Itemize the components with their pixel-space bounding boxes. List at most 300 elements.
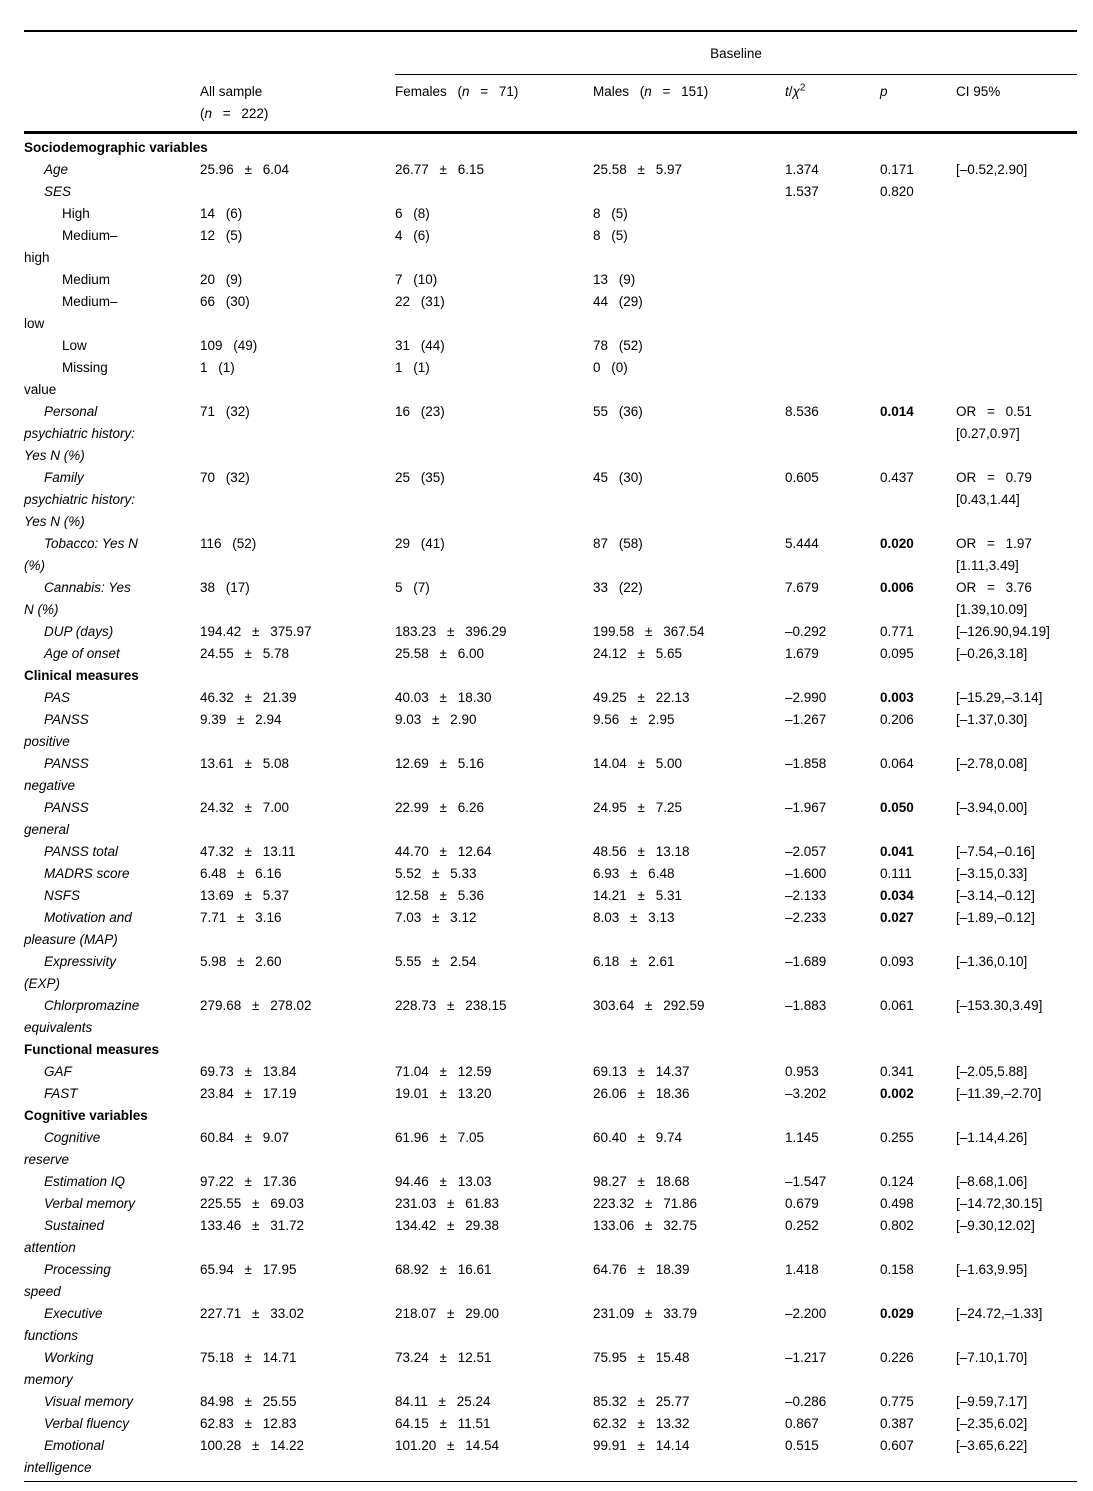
table-row — [24, 1083, 1077, 1105]
section-label — [24, 137, 208, 159]
row-label — [24, 687, 200, 709]
females-value: 26.77 ± 6.15 — [395, 162, 484, 177]
females-value: 4 (6) — [395, 228, 430, 243]
p-value: 0.771 — [880, 624, 914, 639]
row-label — [24, 643, 200, 665]
ci-value — [956, 1303, 1077, 1347]
males-value: 14.04 ± 5.00 — [593, 756, 682, 771]
ci-value — [956, 1413, 1077, 1435]
statistic-value: –0.292 — [785, 624, 827, 639]
all-sample-n: (n = 222) — [200, 106, 269, 121]
row-label-line: Low — [62, 338, 87, 353]
all-sample-name: All sample — [200, 84, 263, 99]
ci-value — [956, 709, 1077, 753]
all-sample-value: 38 (17) — [200, 580, 250, 595]
row-label-line: memory — [24, 1372, 73, 1387]
p-value — [880, 665, 956, 687]
females-value: 218.07 ± 29.00 — [395, 1306, 499, 1321]
all-sample-value: 23.84 ± 17.19 — [200, 1086, 297, 1101]
table-row — [24, 995, 1077, 1039]
statistic-value — [785, 225, 880, 269]
females-value: 25 (35) — [395, 470, 445, 485]
table-row — [24, 1303, 1077, 1347]
ci-line: [–3.94,0.00] — [956, 800, 1028, 815]
all-sample-value: 24.55 ± 5.78 — [200, 646, 289, 661]
all-sample-value: 13.61 ± 5.08 — [200, 756, 289, 771]
statistic-value — [785, 357, 880, 401]
p-value: 0.607 — [880, 1438, 914, 1453]
all-sample-value — [200, 1039, 395, 1061]
row-label — [24, 621, 200, 643]
all-sample-value: 20 (9) — [200, 272, 243, 287]
p-value: 0.111 — [880, 866, 912, 881]
ci-line: [–126.90,94.19] — [956, 624, 1050, 639]
all-sample-value: 97.22 ± 17.36 — [200, 1174, 297, 1189]
table-row — [24, 687, 1077, 709]
ci-value — [956, 357, 1077, 401]
statistic-value: –1.217 — [785, 1350, 827, 1365]
statistic-value: –1.600 — [785, 866, 827, 881]
males-value: 48.56 ± 13.18 — [593, 844, 690, 859]
females-value: 19.01 ± 13.20 — [395, 1086, 492, 1101]
baseline-header-row — [24, 32, 1077, 75]
ci-value — [956, 643, 1077, 665]
males-value: 64.76 ± 18.39 — [593, 1262, 690, 1277]
all-sample-value: 133.46 ± 31.72 — [200, 1218, 304, 1233]
table-row — [24, 159, 1077, 181]
all-sample-value: 62.83 ± 12.83 — [200, 1416, 297, 1431]
row-label-line: psychiatric history: — [24, 426, 136, 441]
ci-line: [–11.39,–2.70] — [956, 1086, 1042, 1101]
table-row — [24, 269, 1077, 291]
statistic-value: 0.252 — [785, 1218, 819, 1233]
p-value: 0.820 — [880, 184, 914, 199]
p-value: 0.061 — [880, 998, 914, 1013]
females-value — [395, 1105, 593, 1127]
ci-value — [956, 1391, 1077, 1413]
table-row — [24, 533, 1077, 577]
ci-line: [–2.05,5.88] — [956, 1064, 1028, 1079]
statistic-value: –2.990 — [785, 690, 827, 705]
all-sample-value: 14 (6) — [200, 206, 243, 221]
ci-value — [956, 137, 1077, 159]
section-row — [24, 137, 1077, 159]
statistic-value — [785, 335, 880, 357]
statistic-value: 8.536 — [785, 404, 819, 419]
statistic-value: –2.057 — [785, 844, 827, 859]
males-value: 55 (36) — [593, 404, 643, 419]
all-sample-value: 100.28 ± 14.22 — [200, 1438, 304, 1453]
females-value: 68.92 ± 16.61 — [395, 1262, 492, 1277]
row-label — [24, 203, 200, 225]
females-value — [395, 1039, 593, 1061]
ci-line: [–9.59,7.17] — [956, 1394, 1028, 1409]
ci-value — [956, 159, 1077, 181]
females-value: 9.03 ± 2.90 — [395, 712, 477, 727]
row-label-line: PANSS — [44, 756, 89, 771]
row-label — [24, 1193, 200, 1215]
p-value: 0.006 — [880, 580, 914, 595]
table-row — [24, 885, 1077, 907]
row-label — [24, 1083, 200, 1105]
ci-line: [–2.35,6.02] — [956, 1416, 1028, 1431]
ci-value — [956, 225, 1077, 269]
females-value: 12.58 ± 5.36 — [395, 888, 484, 903]
row-label-line: Age — [44, 162, 69, 177]
row-label — [24, 907, 200, 951]
row-label-line: high — [24, 250, 50, 265]
females-value: 7 (10) — [395, 272, 438, 287]
p-value: 0.027 — [880, 910, 914, 925]
ci-value — [956, 1061, 1077, 1083]
males-value: 6.18 ± 2.61 — [593, 954, 675, 969]
bottom-rule — [24, 1481, 1077, 1482]
males-value: 8.03 ± 3.13 — [593, 910, 675, 925]
column-header-p: p — [880, 84, 888, 99]
females-value: 44.70 ± 12.64 — [395, 844, 492, 859]
row-label — [24, 753, 200, 797]
statistic-value: 0.867 — [785, 1416, 819, 1431]
females-value: 94.46 ± 13.03 — [395, 1174, 492, 1189]
statistic-value: –2.200 — [785, 1306, 827, 1321]
females-value: 228.73 ± 238.15 — [395, 998, 507, 1013]
row-label-line: Family — [44, 470, 84, 485]
ci-line: [–15.29,–3.14] — [956, 690, 1043, 705]
row-label-line: pleasure (MAP) — [24, 932, 118, 947]
females-value: 61.96 ± 7.05 — [395, 1130, 484, 1145]
all-sample-value: 279.68 ± 278.02 — [200, 998, 312, 1013]
row-label-line: general — [24, 822, 70, 837]
statistic-value — [785, 291, 880, 335]
row-label-line: NSFS — [44, 888, 81, 903]
column-header-females: Females (n = 71) — [395, 84, 519, 99]
row-label — [24, 467, 200, 533]
statistic-value: 0.679 — [785, 1196, 819, 1211]
statistic-value: 1.374 — [785, 162, 819, 177]
ci-line: OR = 3.76 — [956, 580, 1032, 595]
females-value: 84.11 ± 25.24 — [395, 1394, 491, 1409]
ci-value — [956, 665, 1077, 687]
row-label-line: value — [24, 382, 57, 397]
ci-value — [956, 1105, 1077, 1127]
section-label — [24, 665, 200, 687]
ci-line: [–14.72,30.15] — [956, 1196, 1043, 1211]
p-value: 0.158 — [880, 1262, 914, 1277]
ci-line: [–1.63,9.95] — [956, 1262, 1028, 1277]
ci-value — [956, 885, 1077, 907]
all-sample-value: 225.55 ± 69.03 — [200, 1196, 304, 1211]
females-value: 29 (41) — [395, 536, 445, 551]
males-value: 9.56 ± 2.95 — [593, 712, 675, 727]
table-row — [24, 797, 1077, 841]
males-value: 13 (9) — [593, 272, 636, 287]
ci-line: [–0.26,3.18] — [956, 646, 1028, 661]
males-value: 24.95 ± 7.25 — [593, 800, 682, 815]
ci-value — [956, 621, 1077, 643]
ci-value — [956, 907, 1077, 951]
row-label-line: intelligence — [24, 1460, 92, 1475]
all-sample-value: 109 (49) — [200, 338, 258, 353]
all-sample-value: 227.71 ± 33.02 — [200, 1306, 304, 1321]
all-sample-value: 65.94 ± 17.95 — [200, 1262, 297, 1277]
row-label — [24, 577, 200, 621]
all-sample-value: 66 (30) — [200, 294, 250, 309]
p-value: 0.095 — [880, 646, 914, 661]
table-body — [0, 134, 1093, 1479]
p-value — [880, 357, 956, 401]
baseline-group-label: Baseline — [710, 46, 762, 61]
table-row — [24, 203, 1077, 225]
row-label — [24, 1127, 200, 1171]
males-value: 133.06 ± 32.75 — [593, 1218, 697, 1233]
ci-line: OR = 1.97 — [956, 536, 1032, 551]
ci-value — [956, 335, 1077, 357]
females-value: 31 (44) — [395, 338, 445, 353]
statistic-value: –2.233 — [785, 910, 827, 925]
row-label-line: Working — [44, 1350, 94, 1365]
all-sample-value — [200, 181, 395, 203]
statistic-value: –1.689 — [785, 954, 827, 969]
table-row — [24, 181, 1077, 203]
row-label-line: Personal — [44, 404, 98, 419]
ci-value — [956, 797, 1077, 841]
section-row — [24, 665, 1077, 687]
row-label — [24, 225, 200, 269]
p-value — [880, 137, 956, 159]
row-label-line: Tobacco: Yes N — [44, 536, 138, 551]
males-value: 60.40 ± 9.74 — [593, 1130, 682, 1145]
table-row — [24, 1171, 1077, 1193]
p-value: 0.093 — [880, 954, 914, 969]
p-value: 0.014 — [880, 404, 914, 419]
females-value: 16 (23) — [395, 404, 445, 419]
row-label-line: Expressivity — [44, 954, 117, 969]
ci-value — [956, 1193, 1077, 1215]
row-label — [24, 709, 200, 753]
row-label — [24, 401, 200, 467]
baseline-group-header — [395, 32, 1077, 75]
statistic-value: –0.286 — [785, 1394, 827, 1409]
row-label-line: Missing — [62, 360, 108, 375]
ci-line: [–9.30,12.02] — [956, 1218, 1035, 1233]
all-sample-value: 75.18 ± 14.71 — [200, 1350, 297, 1365]
table-row — [24, 1215, 1077, 1259]
ci-value — [956, 1171, 1077, 1193]
all-sample-value: 70 (32) — [200, 470, 250, 485]
females-value: 231.03 ± 61.83 — [395, 1196, 499, 1211]
statistic-value — [785, 137, 880, 159]
females-value: 183.23 ± 396.29 — [395, 624, 507, 639]
all-sample-value: 25.96 ± 6.04 — [200, 162, 289, 177]
table-row — [24, 1413, 1077, 1435]
ci-value — [956, 863, 1077, 885]
ci-value — [956, 1259, 1077, 1303]
females-value: 5 (7) — [395, 580, 430, 595]
section-label — [24, 1105, 200, 1127]
p-value: 0.437 — [880, 470, 914, 485]
row-label — [24, 1171, 200, 1193]
table-row — [24, 291, 1077, 335]
all-sample-value: 9.39 ± 2.94 — [200, 712, 282, 727]
row-label — [24, 269, 200, 291]
row-label-line: Verbal memory — [44, 1196, 136, 1211]
males-value: 87 (58) — [593, 536, 643, 551]
p-value — [880, 225, 956, 269]
row-label-line: Cannabis: Yes — [44, 580, 131, 595]
statistic-value: 0.605 — [785, 470, 819, 485]
row-label-line: Functional measures — [24, 1042, 160, 1057]
table-row — [24, 401, 1077, 467]
row-label-line: MADRS score — [44, 866, 130, 881]
p-value — [880, 335, 956, 357]
p-value — [880, 269, 956, 291]
all-sample-value: 60.84 ± 9.07 — [200, 1130, 289, 1145]
statistic-value: –1.858 — [785, 756, 827, 771]
statistic-value — [785, 203, 880, 225]
row-label-line: N (%) — [24, 602, 59, 617]
statistic-value: 0.515 — [785, 1438, 819, 1453]
ci-line: [–3.14,–0.12] — [956, 888, 1035, 903]
row-label-line: DUP (days) — [44, 624, 114, 639]
females-value: 7.03 ± 3.12 — [395, 910, 477, 925]
statistic-value: –3.202 — [785, 1086, 827, 1101]
males-value: 78 (52) — [593, 338, 643, 353]
table-row — [24, 841, 1077, 863]
ci-value — [956, 995, 1077, 1039]
ci-value — [956, 1347, 1077, 1391]
males-value: 303.64 ± 292.59 — [593, 998, 705, 1013]
males-value: 199.58 ± 367.54 — [593, 624, 705, 639]
p-value: 0.498 — [880, 1196, 914, 1211]
all-sample-value: 5.98 ± 2.60 — [200, 954, 282, 969]
females-value: 22.99 ± 6.26 — [395, 800, 484, 815]
all-sample-value: 1 (1) — [200, 360, 235, 375]
table-row — [24, 1127, 1077, 1171]
males-value: 75.95 ± 15.48 — [593, 1350, 690, 1365]
p-value: 0.206 — [880, 712, 914, 727]
all-sample-value: 47.32 ± 13.11 — [200, 844, 296, 859]
ci-value — [956, 401, 1077, 467]
row-label-line: Age of onset — [44, 646, 120, 661]
ci-line: [–2.78,0.08] — [956, 756, 1028, 771]
p-value: 0.034 — [880, 888, 914, 903]
males-value: 14.21 ± 5.31 — [593, 888, 682, 903]
ci-value — [956, 291, 1077, 335]
row-label-line: Medium– — [62, 294, 118, 309]
row-label — [24, 357, 200, 401]
all-sample-value: 116 (52) — [200, 536, 257, 551]
row-label-line: speed — [24, 1284, 61, 1299]
ci-line: [–1.37,0.30] — [956, 712, 1028, 727]
ci-value — [956, 1215, 1077, 1259]
ci-line: OR = 0.51 — [956, 404, 1032, 419]
p-value — [880, 1105, 956, 1127]
row-label-line: Visual memory — [44, 1394, 134, 1409]
column-header-statistic: $t/\chi^2$ — [785, 82, 806, 99]
males-value: 24.12 ± 5.65 — [593, 646, 682, 661]
males-value: 44 (29) — [593, 294, 643, 309]
row-label-line: negative — [24, 778, 76, 793]
row-label — [24, 951, 200, 995]
row-label-line: reserve — [24, 1152, 70, 1167]
table-row — [24, 951, 1077, 995]
row-label — [24, 885, 200, 907]
p-value: 0.775 — [880, 1394, 914, 1409]
row-label-line: (EXP) — [24, 976, 61, 991]
table-row — [24, 225, 1077, 269]
females-value: 64.15 ± 11.51 — [395, 1416, 491, 1431]
males-value: 231.09 ± 33.79 — [593, 1306, 697, 1321]
row-label — [24, 1391, 200, 1413]
ci-value — [956, 269, 1077, 291]
females-value: 73.24 ± 12.51 — [395, 1350, 492, 1365]
p-value — [880, 1039, 956, 1061]
males-value: 62.32 ± 13.32 — [593, 1416, 690, 1431]
males-value: 8 (5) — [593, 206, 628, 221]
p-value: 0.802 — [880, 1218, 914, 1233]
row-label-line: equivalents — [24, 1020, 93, 1035]
statistic-value: 1.418 — [785, 1262, 819, 1277]
statistic-value — [785, 665, 880, 687]
ci-line: [1.11,3.49] — [956, 558, 1019, 573]
table-row — [24, 1391, 1077, 1413]
row-label-line: Sociodemographic variables — [24, 140, 208, 155]
row-label-line: functions — [24, 1328, 79, 1343]
row-label-line: (%) — [24, 558, 45, 573]
p-value: 0.003 — [880, 690, 914, 705]
all-sample-value: 71 (32) — [200, 404, 250, 419]
ci-value — [956, 203, 1077, 225]
all-sample-value: 46.32 ± 21.39 — [200, 690, 297, 705]
males-value: 33 (22) — [593, 580, 643, 595]
males-value — [593, 137, 785, 159]
ci-value — [956, 1039, 1077, 1061]
row-label-line: Yes N (%) — [24, 448, 85, 463]
ci-line: [–24.72,–1.33] — [956, 1306, 1043, 1321]
row-label — [24, 159, 200, 181]
ci-line: OR = 0.79 — [956, 470, 1032, 485]
p-value: 0.050 — [880, 800, 914, 815]
ci-line: [1.39,10.09] — [956, 602, 1028, 617]
row-label-line: Estimation IQ — [44, 1174, 126, 1189]
row-label-line: Executive — [44, 1306, 103, 1321]
ci-line: [–7.10,1.70] — [956, 1350, 1028, 1365]
males-value: 98.27 ± 18.68 — [593, 1174, 690, 1189]
ci-line: [0.43,1.44] — [956, 492, 1020, 507]
column-header-ci: CI 95% — [956, 84, 1001, 99]
females-value: 101.20 ± 14.54 — [395, 1438, 499, 1453]
ci-value — [956, 1127, 1077, 1171]
column-header-males: Males (n = 151) — [593, 84, 709, 99]
females-value — [395, 137, 593, 159]
row-label — [24, 181, 200, 203]
all-sample-value — [200, 137, 395, 159]
statistic-value — [785, 1105, 880, 1127]
statistic-value: –1.967 — [785, 800, 827, 815]
row-label-line: Medium — [62, 272, 111, 287]
column-header-row — [24, 75, 1077, 131]
row-label-line: PAS — [44, 690, 71, 705]
table-row — [24, 1435, 1077, 1479]
table-row — [24, 1061, 1077, 1083]
statistic-value: 1.145 — [785, 1130, 819, 1145]
ci-line: [–1.89,–0.12] — [956, 910, 1035, 925]
ci-line: [–1.14,4.26] — [956, 1130, 1028, 1145]
p-value: 0.029 — [880, 1306, 914, 1321]
ci-value — [956, 181, 1077, 203]
row-label — [24, 797, 200, 841]
row-label — [24, 995, 200, 1039]
